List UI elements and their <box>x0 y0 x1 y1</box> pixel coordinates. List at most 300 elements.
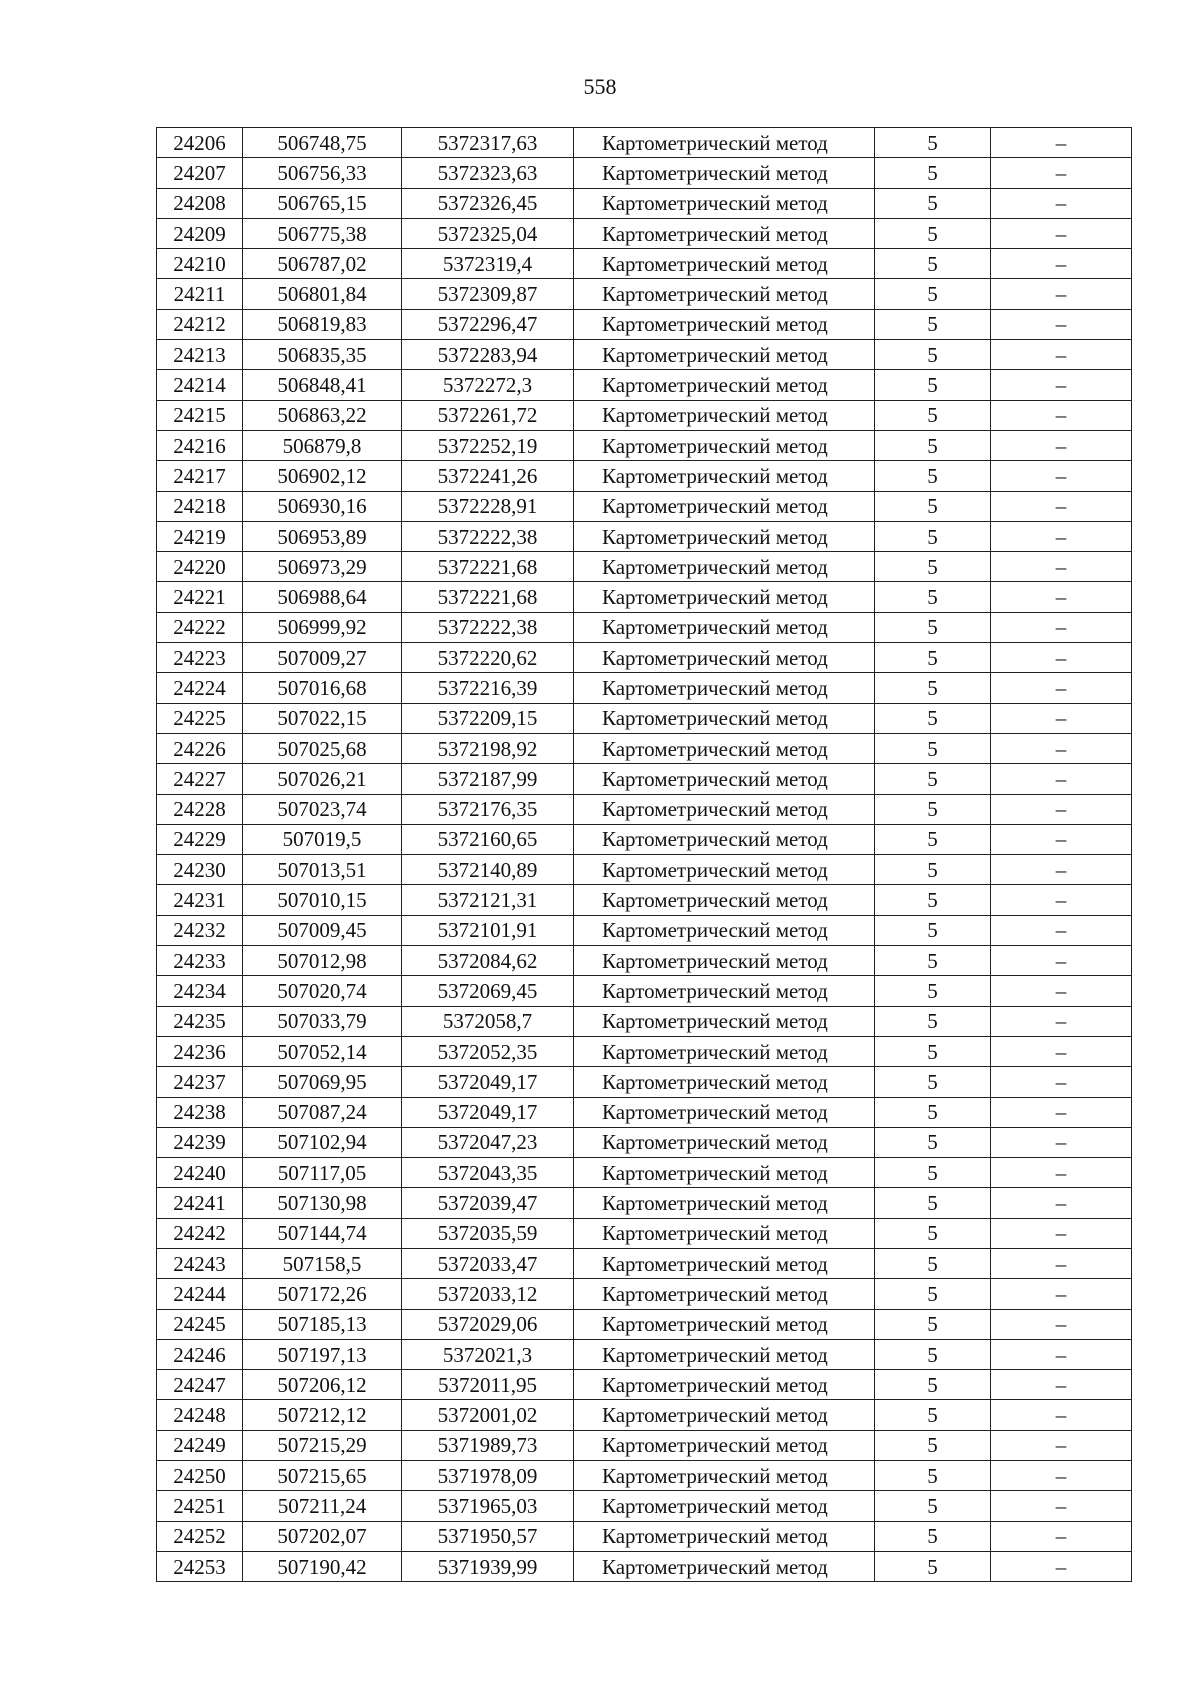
table-row <box>157 218 1132 248</box>
table-row <box>157 855 1132 885</box>
method-cell: Картометрический метод <box>574 855 875 885</box>
x-coordinate-cell: 507026,21 <box>243 764 402 794</box>
y-coordinate-cell: 5372058,7 <box>402 1006 574 1036</box>
precision-cell: 5 <box>875 1248 991 1278</box>
x-coordinate-cell: 507206,12 <box>243 1370 402 1400</box>
method-cell: Картометрический метод <box>574 1248 875 1278</box>
y-coordinate-cell: 5372283,94 <box>402 340 574 370</box>
point-number-cell: 24206 <box>157 128 243 158</box>
x-coordinate-cell: 507016,68 <box>243 673 402 703</box>
note-cell: – <box>991 582 1132 612</box>
y-coordinate-cell: 5372052,35 <box>402 1036 574 1066</box>
method-cell: Картометрический метод <box>574 1339 875 1369</box>
method-cell: Картометрический метод <box>574 218 875 248</box>
precision-cell: 5 <box>875 1551 991 1581</box>
point-number-cell: 24247 <box>157 1370 243 1400</box>
table-row <box>157 1036 1132 1066</box>
point-number-cell: 24216 <box>157 430 243 460</box>
point-number-cell: 24238 <box>157 1097 243 1127</box>
point-number-cell: 24231 <box>157 885 243 915</box>
precision-cell: 5 <box>875 340 991 370</box>
note-cell: – <box>991 158 1132 188</box>
note-cell: – <box>991 279 1132 309</box>
x-coordinate-cell: 506902,12 <box>243 461 402 491</box>
table-row <box>157 491 1132 521</box>
note-cell: – <box>991 976 1132 1006</box>
note-cell: – <box>991 1461 1132 1491</box>
method-cell: Картометрический метод <box>574 1491 875 1521</box>
note-cell: – <box>991 430 1132 460</box>
table-row <box>157 188 1132 218</box>
precision-cell: 5 <box>875 1067 991 1097</box>
method-cell: Картометрический метод <box>574 764 875 794</box>
note-cell: – <box>991 794 1132 824</box>
precision-cell: 5 <box>875 128 991 158</box>
x-coordinate-cell: 507013,51 <box>243 855 402 885</box>
table-row <box>157 1430 1132 1460</box>
point-number-cell: 24209 <box>157 218 243 248</box>
precision-cell: 5 <box>875 764 991 794</box>
note-cell: – <box>991 733 1132 763</box>
y-coordinate-cell: 5372069,45 <box>402 976 574 1006</box>
method-cell: Картометрический метод <box>574 249 875 279</box>
method-cell: Картометрический метод <box>574 188 875 218</box>
precision-cell: 5 <box>875 370 991 400</box>
y-coordinate-cell: 5372261,72 <box>402 400 574 430</box>
precision-cell: 5 <box>875 612 991 642</box>
method-cell: Картометрический метод <box>574 521 875 551</box>
table-row <box>157 552 1132 582</box>
y-coordinate-cell: 5372296,47 <box>402 309 574 339</box>
table-row <box>157 764 1132 794</box>
x-coordinate-cell: 507158,5 <box>243 1248 402 1278</box>
x-coordinate-cell: 506988,64 <box>243 582 402 612</box>
precision-cell: 5 <box>875 946 991 976</box>
table-row <box>157 1127 1132 1157</box>
y-coordinate-cell: 5372220,62 <box>402 643 574 673</box>
x-coordinate-cell: 507202,07 <box>243 1521 402 1551</box>
note-cell: – <box>991 673 1132 703</box>
table-row <box>157 885 1132 915</box>
point-number-cell: 24251 <box>157 1491 243 1521</box>
precision-cell: 5 <box>875 1279 991 1309</box>
table-row <box>157 1097 1132 1127</box>
x-coordinate-cell: 507190,42 <box>243 1551 402 1581</box>
note-cell: – <box>991 1370 1132 1400</box>
note-cell: – <box>991 824 1132 854</box>
point-number-cell: 24246 <box>157 1339 243 1369</box>
point-number-cell: 24248 <box>157 1400 243 1430</box>
method-cell: Картометрический метод <box>574 1158 875 1188</box>
table-row <box>157 1067 1132 1097</box>
y-coordinate-cell: 5371978,09 <box>402 1461 574 1491</box>
table-row <box>157 946 1132 976</box>
x-coordinate-cell: 506953,89 <box>243 521 402 551</box>
precision-cell: 5 <box>875 218 991 248</box>
precision-cell: 5 <box>875 1370 991 1400</box>
y-coordinate-cell: 5372101,91 <box>402 915 574 945</box>
coordinates-table <box>156 127 1132 1582</box>
x-coordinate-cell: 507012,98 <box>243 946 402 976</box>
method-cell: Картометрический метод <box>574 128 875 158</box>
y-coordinate-cell: 5372228,91 <box>402 491 574 521</box>
method-cell: Картометрический метод <box>574 703 875 733</box>
y-coordinate-cell: 5372001,02 <box>402 1400 574 1430</box>
y-coordinate-cell: 5372033,12 <box>402 1279 574 1309</box>
method-cell: Картометрический метод <box>574 1309 875 1339</box>
x-coordinate-cell: 506848,41 <box>243 370 402 400</box>
note-cell: – <box>991 400 1132 430</box>
x-coordinate-cell: 507009,45 <box>243 915 402 945</box>
point-number-cell: 24237 <box>157 1067 243 1097</box>
point-number-cell: 24220 <box>157 552 243 582</box>
point-number-cell: 24229 <box>157 824 243 854</box>
method-cell: Картометрический метод <box>574 1521 875 1551</box>
table-row <box>157 1339 1132 1369</box>
table-row <box>157 1370 1132 1400</box>
y-coordinate-cell: 5372309,87 <box>402 279 574 309</box>
note-cell: – <box>991 1309 1132 1339</box>
note-cell: – <box>991 1127 1132 1157</box>
note-cell: – <box>991 1097 1132 1127</box>
y-coordinate-cell: 5372272,3 <box>402 370 574 400</box>
precision-cell: 5 <box>875 915 991 945</box>
x-coordinate-cell: 507144,74 <box>243 1218 402 1248</box>
precision-cell: 5 <box>875 461 991 491</box>
point-number-cell: 24213 <box>157 340 243 370</box>
table-row <box>157 976 1132 1006</box>
note-cell: – <box>991 491 1132 521</box>
point-number-cell: 24232 <box>157 915 243 945</box>
precision-cell: 5 <box>875 1521 991 1551</box>
note-cell: – <box>991 461 1132 491</box>
method-cell: Картометрический метод <box>574 1006 875 1036</box>
y-coordinate-cell: 5371939,99 <box>402 1551 574 1581</box>
x-coordinate-cell: 507211,24 <box>243 1491 402 1521</box>
y-coordinate-cell: 5372216,39 <box>402 673 574 703</box>
y-coordinate-cell: 5372043,35 <box>402 1158 574 1188</box>
y-coordinate-cell: 5372222,38 <box>402 612 574 642</box>
method-cell: Картометрический метод <box>574 1097 875 1127</box>
x-coordinate-cell: 507069,95 <box>243 1067 402 1097</box>
point-number-cell: 24233 <box>157 946 243 976</box>
y-coordinate-cell: 5372325,04 <box>402 218 574 248</box>
table-row <box>157 249 1132 279</box>
y-coordinate-cell: 5372047,23 <box>402 1127 574 1157</box>
method-cell: Картометрический метод <box>574 430 875 460</box>
point-number-cell: 24239 <box>157 1127 243 1157</box>
point-number-cell: 24245 <box>157 1309 243 1339</box>
y-coordinate-cell: 5372317,63 <box>402 128 574 158</box>
note-cell: – <box>991 309 1132 339</box>
point-number-cell: 24221 <box>157 582 243 612</box>
x-coordinate-cell: 506930,16 <box>243 491 402 521</box>
note-cell: – <box>991 218 1132 248</box>
x-coordinate-cell: 507130,98 <box>243 1188 402 1218</box>
y-coordinate-cell: 5372319,4 <box>402 249 574 279</box>
point-number-cell: 24240 <box>157 1158 243 1188</box>
note-cell: – <box>991 1036 1132 1066</box>
x-coordinate-cell: 507087,24 <box>243 1097 402 1127</box>
point-number-cell: 24242 <box>157 1218 243 1248</box>
point-number-cell: 24252 <box>157 1521 243 1551</box>
y-coordinate-cell: 5372323,63 <box>402 158 574 188</box>
precision-cell: 5 <box>875 824 991 854</box>
precision-cell: 5 <box>875 1036 991 1066</box>
table-row <box>157 158 1132 188</box>
method-cell: Картометрический метод <box>574 1036 875 1066</box>
table-row <box>157 1400 1132 1430</box>
point-number-cell: 24210 <box>157 249 243 279</box>
precision-cell: 5 <box>875 1097 991 1127</box>
method-cell: Картометрический метод <box>574 612 875 642</box>
method-cell: Картометрический метод <box>574 794 875 824</box>
note-cell: – <box>991 1279 1132 1309</box>
point-number-cell: 24207 <box>157 158 243 188</box>
method-cell: Картометрический метод <box>574 733 875 763</box>
y-coordinate-cell: 5372198,92 <box>402 733 574 763</box>
precision-cell: 5 <box>875 552 991 582</box>
precision-cell: 5 <box>875 249 991 279</box>
precision-cell: 5 <box>875 1461 991 1491</box>
point-number-cell: 24241 <box>157 1188 243 1218</box>
method-cell: Картометрический метод <box>574 158 875 188</box>
precision-cell: 5 <box>875 885 991 915</box>
precision-cell: 5 <box>875 1188 991 1218</box>
precision-cell: 5 <box>875 279 991 309</box>
table-row <box>157 1188 1132 1218</box>
table-row <box>157 1279 1132 1309</box>
table-row <box>157 400 1132 430</box>
method-cell: Картометрический метод <box>574 885 875 915</box>
y-coordinate-cell: 5372221,68 <box>402 582 574 612</box>
y-coordinate-cell: 5372176,35 <box>402 794 574 824</box>
point-number-cell: 24212 <box>157 309 243 339</box>
method-cell: Картометрический метод <box>574 552 875 582</box>
point-number-cell: 24208 <box>157 188 243 218</box>
y-coordinate-cell: 5372252,19 <box>402 430 574 460</box>
precision-cell: 5 <box>875 1158 991 1188</box>
table-row <box>157 128 1132 158</box>
precision-cell: 5 <box>875 1491 991 1521</box>
point-number-cell: 24215 <box>157 400 243 430</box>
table-row <box>157 824 1132 854</box>
precision-cell: 5 <box>875 1400 991 1430</box>
table-row <box>157 461 1132 491</box>
method-cell: Картометрический метод <box>574 1551 875 1581</box>
note-cell: – <box>991 340 1132 370</box>
note-cell: – <box>991 1188 1132 1218</box>
table-row <box>157 1218 1132 1248</box>
x-coordinate-cell: 506775,38 <box>243 218 402 248</box>
method-cell: Картометрический метод <box>574 976 875 1006</box>
point-number-cell: 24235 <box>157 1006 243 1036</box>
note-cell: – <box>991 764 1132 794</box>
method-cell: Картометрический метод <box>574 643 875 673</box>
point-number-cell: 24234 <box>157 976 243 1006</box>
method-cell: Картометрический метод <box>574 824 875 854</box>
point-number-cell: 24211 <box>157 279 243 309</box>
point-number-cell: 24225 <box>157 703 243 733</box>
precision-cell: 5 <box>875 703 991 733</box>
x-coordinate-cell: 506756,33 <box>243 158 402 188</box>
y-coordinate-cell: 5372049,17 <box>402 1097 574 1127</box>
point-number-cell: 24236 <box>157 1036 243 1066</box>
x-coordinate-cell: 507019,5 <box>243 824 402 854</box>
y-coordinate-cell: 5372209,15 <box>402 703 574 733</box>
y-coordinate-cell: 5372221,68 <box>402 552 574 582</box>
precision-cell: 5 <box>875 1309 991 1339</box>
note-cell: – <box>991 1067 1132 1097</box>
method-cell: Картометрический метод <box>574 673 875 703</box>
y-coordinate-cell: 5372121,31 <box>402 885 574 915</box>
note-cell: – <box>991 885 1132 915</box>
x-coordinate-cell: 507020,74 <box>243 976 402 1006</box>
point-number-cell: 24228 <box>157 794 243 824</box>
x-coordinate-cell: 507215,65 <box>243 1461 402 1491</box>
x-coordinate-cell: 507215,29 <box>243 1430 402 1460</box>
precision-cell: 5 <box>875 1430 991 1460</box>
y-coordinate-cell: 5372326,45 <box>402 188 574 218</box>
note-cell: – <box>991 1521 1132 1551</box>
note-cell: – <box>991 521 1132 551</box>
method-cell: Картометрический метод <box>574 461 875 491</box>
table-row <box>157 521 1132 551</box>
point-number-cell: 24217 <box>157 461 243 491</box>
precision-cell: 5 <box>875 1127 991 1157</box>
point-number-cell: 24253 <box>157 1551 243 1581</box>
table-row <box>157 1309 1132 1339</box>
x-coordinate-cell: 507197,13 <box>243 1339 402 1369</box>
x-coordinate-cell: 507009,27 <box>243 643 402 673</box>
note-cell: – <box>991 1248 1132 1278</box>
table-row <box>157 673 1132 703</box>
x-coordinate-cell: 506973,29 <box>243 552 402 582</box>
method-cell: Картометрический метод <box>574 1461 875 1491</box>
table-row <box>157 733 1132 763</box>
x-coordinate-cell: 506801,84 <box>243 279 402 309</box>
point-number-cell: 24222 <box>157 612 243 642</box>
method-cell: Картометрический метод <box>574 1279 875 1309</box>
y-coordinate-cell: 5372035,59 <box>402 1218 574 1248</box>
method-cell: Картометрический метод <box>574 309 875 339</box>
y-coordinate-cell: 5372029,06 <box>402 1309 574 1339</box>
x-coordinate-cell: 506765,15 <box>243 188 402 218</box>
method-cell: Картометрический метод <box>574 946 875 976</box>
note-cell: – <box>991 128 1132 158</box>
x-coordinate-cell: 507010,15 <box>243 885 402 915</box>
note-cell: – <box>991 946 1132 976</box>
table-row <box>157 1158 1132 1188</box>
point-number-cell: 24249 <box>157 1430 243 1460</box>
y-coordinate-cell: 5372140,89 <box>402 855 574 885</box>
note-cell: – <box>991 1006 1132 1036</box>
y-coordinate-cell: 5372049,17 <box>402 1067 574 1097</box>
precision-cell: 5 <box>875 158 991 188</box>
table-row <box>157 279 1132 309</box>
y-coordinate-cell: 5372021,3 <box>402 1339 574 1369</box>
point-number-cell: 24227 <box>157 764 243 794</box>
method-cell: Картометрический метод <box>574 1370 875 1400</box>
table-row <box>157 1006 1132 1036</box>
precision-cell: 5 <box>875 309 991 339</box>
table-row <box>157 582 1132 612</box>
table-row <box>157 794 1132 824</box>
precision-cell: 5 <box>875 855 991 885</box>
x-coordinate-cell: 506999,92 <box>243 612 402 642</box>
note-cell: – <box>991 1551 1132 1581</box>
method-cell: Картометрический метод <box>574 1430 875 1460</box>
note-cell: – <box>991 1430 1132 1460</box>
x-coordinate-cell: 506748,75 <box>243 128 402 158</box>
note-cell: – <box>991 1491 1132 1521</box>
precision-cell: 5 <box>875 643 991 673</box>
method-cell: Картометрический метод <box>574 915 875 945</box>
note-cell: – <box>991 1218 1132 1248</box>
y-coordinate-cell: 5372033,47 <box>402 1248 574 1278</box>
method-cell: Картометрический метод <box>574 1127 875 1157</box>
precision-cell: 5 <box>875 794 991 824</box>
table-row <box>157 1551 1132 1581</box>
x-coordinate-cell: 507025,68 <box>243 733 402 763</box>
precision-cell: 5 <box>875 582 991 612</box>
note-cell: – <box>991 249 1132 279</box>
x-coordinate-cell: 506819,83 <box>243 309 402 339</box>
y-coordinate-cell: 5371950,57 <box>402 1521 574 1551</box>
table-row <box>157 1248 1132 1278</box>
method-cell: Картометрический метод <box>574 1067 875 1097</box>
method-cell: Картометрический метод <box>574 582 875 612</box>
table-row <box>157 703 1132 733</box>
table-row <box>157 430 1132 460</box>
y-coordinate-cell: 5371965,03 <box>402 1491 574 1521</box>
note-cell: – <box>991 703 1132 733</box>
page-number: 558 <box>583 74 617 99</box>
x-coordinate-cell: 507117,05 <box>243 1158 402 1188</box>
precision-cell: 5 <box>875 976 991 1006</box>
point-number-cell: 24223 <box>157 643 243 673</box>
y-coordinate-cell: 5372039,47 <box>402 1188 574 1218</box>
method-cell: Картометрический метод <box>574 340 875 370</box>
point-number-cell: 24244 <box>157 1279 243 1309</box>
method-cell: Картометрический метод <box>574 491 875 521</box>
point-number-cell: 24243 <box>157 1248 243 1278</box>
x-coordinate-cell: 507102,94 <box>243 1127 402 1157</box>
note-cell: – <box>991 370 1132 400</box>
precision-cell: 5 <box>875 188 991 218</box>
table-row <box>157 309 1132 339</box>
y-coordinate-cell: 5372241,26 <box>402 461 574 491</box>
y-coordinate-cell: 5372011,95 <box>402 1370 574 1400</box>
point-number-cell: 24250 <box>157 1461 243 1491</box>
note-cell: – <box>991 1339 1132 1369</box>
y-coordinate-cell: 5372222,38 <box>402 521 574 551</box>
table-row <box>157 915 1132 945</box>
precision-cell: 5 <box>875 521 991 551</box>
table-row <box>157 1521 1132 1551</box>
x-coordinate-cell: 507212,12 <box>243 1400 402 1430</box>
table-row <box>157 340 1132 370</box>
method-cell: Картометрический метод <box>574 400 875 430</box>
y-coordinate-cell: 5372084,62 <box>402 946 574 976</box>
note-cell: – <box>991 612 1132 642</box>
point-number-cell: 24218 <box>157 491 243 521</box>
note-cell: – <box>991 188 1132 218</box>
method-cell: Картометрический метод <box>574 370 875 400</box>
x-coordinate-cell: 506879,8 <box>243 430 402 460</box>
table-row <box>157 1461 1132 1491</box>
method-cell: Картометрический метод <box>574 1188 875 1218</box>
